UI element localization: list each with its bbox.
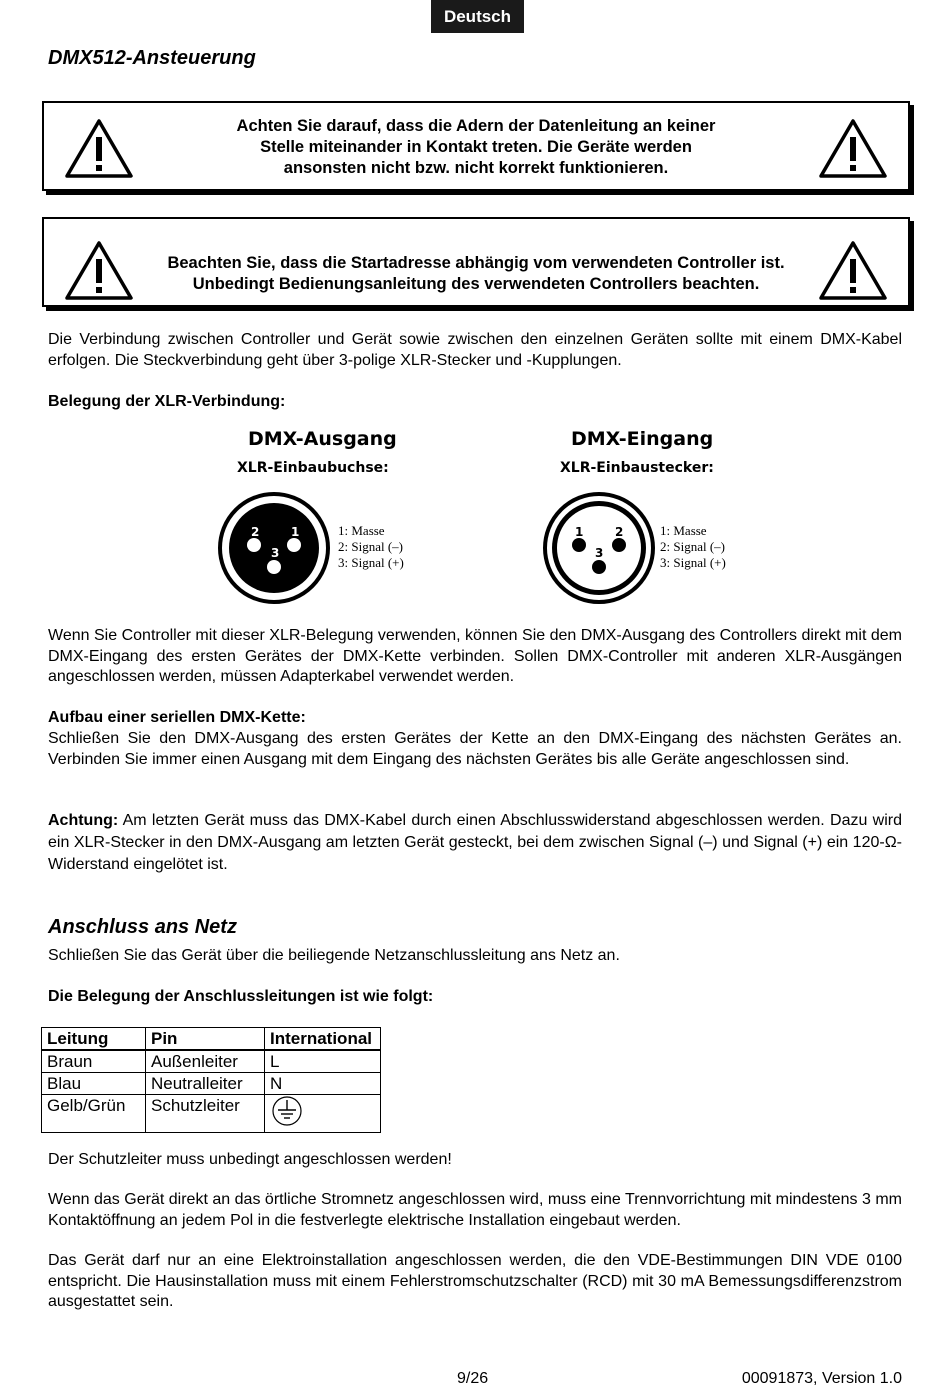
xlr-output-subtitle: XLR-Einbaubuchse: [237,460,389,476]
power-paragraph-2: Das Gerät darf nur an eine Elektroinstallation angeschlossen werden, die den VDE-Bestimmungen DIN VDE 0100 entspricht. Die Hausinstallation muss mit einem Fehlerstromschutzschalter (RCD) mit 30 mA Bemessungsdifferenzstrom ausgestattet sein. [48,1252,902,1310]
xlr-heading: Belegung der XLR-Verbindung: [48,393,286,410]
dmx-intro-paragraph: Die Verbindung zwischen Controller und Gerät sowie zwischen den einzelnen Geräten sollte mit einem DMX-Kabel erfolgen. Die Steckverbindung geht über 3-polige XLR-Stecker und -Kupplungen. [48,331,902,369]
warning-2-line-2: Unbedingt Bedienungsanleitung des verwendeten Controllers beachten. [192,275,760,293]
pin-assignment: 3: Signal (+) [660,555,726,570]
note-label: Achtung: [48,812,119,829]
earth-note: Der Schutzleiter muss unbedingt angeschlossen werden! [48,1151,452,1168]
table-cell: Schutzleiter [146,1095,265,1133]
table-cell: Braun [42,1050,146,1073]
table-cell: Blau [42,1073,146,1095]
warning-triangle-icon [64,117,134,179]
xlr-output-pin-label: 1 [291,525,300,539]
table-row [42,1050,381,1073]
table-header-cell: Leitung [42,1028,146,1051]
chain-heading: Aufbau einer seriellen DMX-Kette: [48,709,306,726]
warning-triangle-icon [818,239,888,301]
table-header-cell: Pin [146,1028,265,1051]
page-number: 9/26 [457,1370,489,1387]
warning-1-line-2: Stelle miteinander in Kontakt treten. Die Geräte werden [260,138,692,156]
xlr-output-pin-label: 2 [251,525,260,539]
xlr-plug-icon [541,492,659,604]
table-header-row [42,1028,381,1051]
pin-assignment: 2: Signal (–) [660,539,725,554]
warning-triangle-icon [818,117,888,179]
xlr-input-pin-label: 2 [615,525,624,539]
pin-assignment: 2: Signal (–) [338,539,403,554]
power-paragraph-1: Wenn das Gerät direkt an das örtliche Stromnetz angeschlossen wird, muss eine Trennvorrichtung mit mindestens 3 mm Kontaktöffnung an jedem Pol in die festverlegte elektrische Installation eingebaut werden. [48,1191,902,1229]
note-text: Am letzten Gerät muss das DMX-Kabel durch einen Abschlusswiderstand abgeschlossen werden. Dazu wird ein XLR-Stecker in den DMX-Ausgang am letzten Gerät gesteckt, bei dem zwischen Signal (–) und Signal (+) ein 120-Ω-Widerstand eingelötet ist. [48,812,902,873]
table-cell [265,1095,381,1133]
table-cell: Außenleiter [146,1050,265,1073]
warning-2-line-1: Beachten Sie, dass die Startadresse abhängig vom verwendeten Controller ist. [167,254,785,272]
power-intro: Schließen Sie das Gerät über die beiliegende Netzanschlussleitung ans Netz an. [48,947,620,964]
controller-paragraph: Wenn Sie Controller mit dieser XLR-Belegung verwenden, können Sie den DMX-Ausgang des Controllers direkt mit dem DMX-Eingang des ersten Gerätes der DMX-Kette verbinden. Sollen DMX-Controller mit anderen XLR-Ausgängen angeschlossen werden, müssen Adapterkabel verwendet werden. [48,627,902,685]
xlr-output-pin-label: 3 [271,546,280,560]
pin-assignment: 3: Signal (+) [338,555,404,570]
section-title-dmx: DMX512-Ansteuerung [48,47,256,69]
pin-assignment: 1: Masse [660,523,707,538]
table-header-cell: International [265,1028,381,1051]
ground-symbol-icon [270,1095,304,1127]
table-heading: Die Belegung der Anschlussleitungen ist wie folgt: [48,988,434,1005]
pin-assignment: 1: Masse [338,523,385,538]
xlr-input-pin-list [660,523,726,571]
table-cell: L [265,1050,381,1073]
xlr-output-pin-list [338,523,404,571]
table-cell: Gelb/Grün [42,1095,146,1133]
chain-paragraph: Schließen Sie den DMX-Ausgang des ersten Gerätes der Kette an den DMX-Eingang des nächsten Gerätes an. Verbinden Sie immer einen Ausgang mit dem Eingang des nächsten Gerätes bis alle Geräte angeschlossen sind. [48,730,902,768]
section-title-power: Anschluss ans Netz [48,916,237,938]
termination-note [48,810,902,876]
xlr-input-subtitle: XLR-Einbaustecker: [560,460,714,476]
warning-1-line-1: Achten Sie darauf, dass die Adern der Datenleitung an keiner [236,117,716,135]
xlr-socket-icon [216,492,334,604]
xlr-input-pin-label: 3 [595,546,604,560]
language-tab: Deutsch [431,0,524,33]
xlr-input-title: DMX-Eingang [571,428,714,450]
document-id: 00091873, Version 1.0 [741,1370,902,1387]
xlr-input-pin-label: 1 [575,525,584,539]
table-cell: N [265,1073,381,1095]
table-row [42,1073,381,1095]
warning-box-1 [42,101,910,191]
warning-1-line-3: ansonsten nicht bzw. nicht korrekt funktionieren. [283,159,669,177]
wiring-table [41,1027,381,1133]
warning-box-2 [42,217,910,307]
table-row [42,1095,381,1133]
table-cell: Neutralleiter [146,1073,265,1095]
xlr-output-title: DMX-Ausgang [248,428,397,450]
